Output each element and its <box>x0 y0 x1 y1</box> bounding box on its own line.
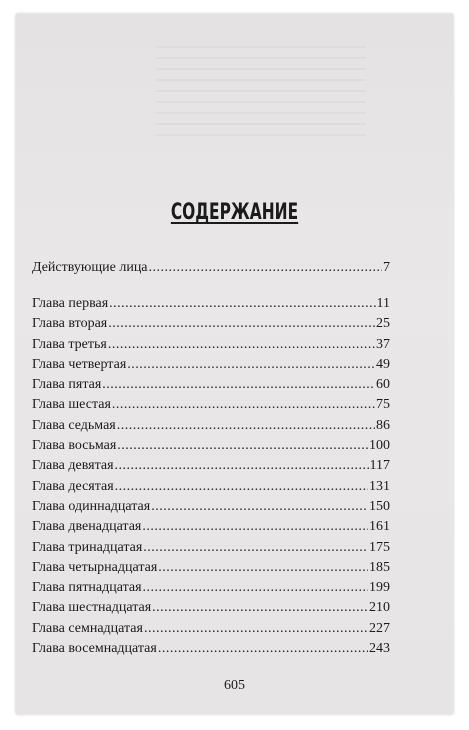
toc-entry <box>32 335 390 355</box>
toc-entry <box>32 355 390 375</box>
toc-entry-title: Глава девятая <box>32 458 114 474</box>
toc-entry-title: Глава третья <box>32 336 107 352</box>
dot-leader <box>117 436 368 456</box>
dot-leader <box>144 619 368 639</box>
toc-entry-title: Глава четырнадцатая <box>32 559 158 575</box>
dot-leader <box>112 395 375 415</box>
toc-entry-title: Глава восемнадцатая <box>32 641 157 657</box>
front-matter-list <box>32 258 390 278</box>
dot-leader <box>158 558 368 578</box>
toc-entry-page: 60 <box>376 377 390 393</box>
toc-entry <box>32 294 390 314</box>
toc-entry-title: Глава десятая <box>32 478 114 494</box>
toc-entry-page: 25 <box>376 316 390 332</box>
toc-entry-characters <box>32 258 390 278</box>
book-page <box>16 14 453 714</box>
toc-entry-title: Глава первая <box>32 296 109 311</box>
contents-heading: СОДЕРЖАНИЕ <box>170 200 299 225</box>
toc-entry-page: 199 <box>369 580 390 596</box>
dot-leader <box>127 355 375 375</box>
toc-entry-page: 243 <box>369 641 390 657</box>
toc-entry <box>32 456 390 476</box>
toc-entry-page: 100 <box>369 438 390 454</box>
toc-entry-page: 210 <box>369 600 390 616</box>
toc-entry-title: Глава тринадцатая <box>32 539 143 555</box>
toc-entry-page: 131 <box>369 478 390 494</box>
toc-entry <box>32 598 390 618</box>
dot-leader <box>151 497 368 517</box>
dot-leader <box>115 477 368 497</box>
dot-leader <box>102 375 375 395</box>
toc-entry-page: 49 <box>376 356 390 372</box>
toc-entry <box>32 314 390 334</box>
toc-entry <box>32 395 390 415</box>
toc-entry <box>32 558 390 578</box>
dot-leader <box>142 517 368 537</box>
toc-entry-title: Глава шестая <box>32 397 111 413</box>
dot-leader <box>117 416 375 436</box>
dot-leader <box>143 538 368 558</box>
toc-entry-title: Глава одиннадцатая <box>32 498 151 514</box>
dot-leader <box>149 258 382 278</box>
dot-leader <box>109 294 375 314</box>
dot-leader <box>143 578 368 598</box>
toc-entry-page: 86 <box>376 417 390 433</box>
toc-entry-title: Глава семнадцатая <box>32 620 143 636</box>
toc-entry-title: Глава двенадцатая <box>32 519 142 535</box>
toc-entry <box>32 639 390 659</box>
dot-leader <box>152 598 368 618</box>
toc-entry-title: Глава восьмая <box>32 438 117 454</box>
toc-entry <box>32 436 390 456</box>
dot-leader <box>108 335 375 355</box>
toc-entry <box>32 578 390 598</box>
toc-entry <box>32 477 390 497</box>
toc-entry-page: 7 <box>383 260 390 275</box>
toc-entry-title: Глава четвертая <box>32 356 127 372</box>
toc-entry-page: 117 <box>369 458 390 474</box>
toc-entry-page: 11 <box>376 296 390 311</box>
toc-entry-page: 161 <box>369 519 390 535</box>
dot-leader <box>158 639 368 659</box>
toc-entry <box>32 538 390 558</box>
toc-entry-title: Глава вторая <box>32 316 108 332</box>
toc-entry-page: 227 <box>369 620 390 636</box>
show-through-text <box>156 46 366 136</box>
chapter-list <box>32 294 390 659</box>
toc-entry <box>32 497 390 517</box>
toc-entry <box>32 416 390 436</box>
toc-entry-page: 175 <box>369 539 390 555</box>
dot-leader <box>108 314 375 334</box>
toc-entry-title: Действующие лица <box>32 260 148 275</box>
dot-leader <box>115 456 369 476</box>
toc-entry-page: 150 <box>369 498 390 514</box>
toc-entry-title: Глава шестнадцатая <box>32 600 152 616</box>
toc-entry <box>32 517 390 537</box>
toc-entry-page: 75 <box>376 397 390 413</box>
toc-entry-page: 185 <box>369 559 390 575</box>
toc-entry-title: Глава пятая <box>32 377 102 393</box>
toc-entry <box>32 619 390 639</box>
toc-entry <box>32 375 390 395</box>
toc-entry-title: Глава пятнадцатая <box>32 580 142 596</box>
toc-entry-page: 37 <box>376 336 390 352</box>
page-number: 605 <box>224 678 245 693</box>
toc-entry-title: Глава седьмая <box>32 417 116 433</box>
